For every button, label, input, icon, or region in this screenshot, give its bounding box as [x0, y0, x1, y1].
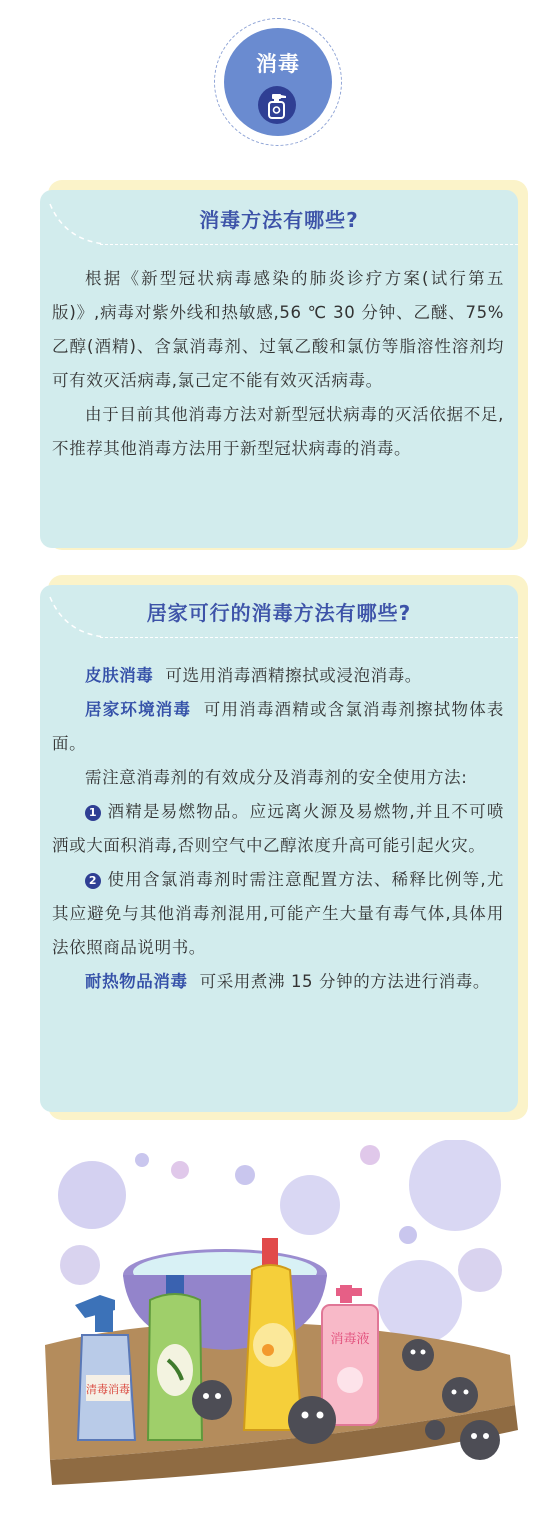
header-title: 消毒	[256, 52, 300, 76]
keyword: 耐热物品消毒	[85, 972, 188, 991]
paragraph-text: 可采用煮沸 15 分钟的方法进行消毒。	[199, 972, 490, 991]
keyword: 居家环境消毒	[85, 700, 192, 719]
number-badge: 2	[85, 873, 101, 889]
corner-curve	[40, 593, 110, 643]
paragraph	[52, 659, 504, 693]
paragraph-text: 可选用消毒酒精擦拭或浸泡消毒。	[165, 666, 422, 685]
paragraph: 由于目前其他消毒方法对新型冠状病毒的灭活依据不足,不推荐其他消毒方法用于新型冠状病毒的消毒。	[52, 405, 504, 458]
corner-curve	[40, 200, 110, 250]
paragraph-text: 使用含氯消毒剂时需注意配置方法、稀释比例等,尤其应避免与其他消毒剂混用,可能产生大量有毒气体,具体用法依照商品说明书。	[52, 870, 504, 957]
section-2-title: 居家可行的消毒方法有哪些?	[146, 601, 412, 625]
disinfectant-illustration	[40, 1140, 520, 1500]
spray-bottle-icon	[258, 86, 296, 124]
paragraph	[52, 863, 504, 965]
section-1-title: 消毒方法有哪些?	[199, 208, 359, 232]
pump-bottle-label: 消毒液	[330, 1332, 370, 1347]
paragraph: 需注意消毒剂的有效成分及消毒剂的安全使用方法:	[85, 768, 468, 787]
paragraph: 根据《新型冠状病毒感染的肺炎诊疗方案(试行第五版)》,病毒对紫外线和热敏感,56 ℃ 30 分钟、乙醚、75% 乙醇(酒精)、含氯消毒剂、过氧乙酸和氯仿等脂溶性溶剂均可有效灭活病毒,氯己定不能有效灭活病毒。	[52, 269, 504, 390]
paragraph-text: 酒精是易燃物品。应远离火源及易燃物,并且不可喷洒或大面积消毒,否则空气中乙醇浓度升高可能引起火灾。	[52, 802, 504, 855]
paragraph	[52, 795, 504, 863]
keyword: 皮肤消毒	[85, 666, 154, 685]
title-divider	[100, 637, 518, 638]
section-1-body	[52, 262, 504, 466]
paragraph	[52, 693, 504, 761]
number-badge: 1	[85, 805, 101, 821]
paragraph-text: 可用消毒酒精或含氯消毒剂擦拭物体表面。	[52, 700, 504, 753]
section-2-body	[52, 659, 504, 999]
paragraph	[52, 965, 504, 999]
spray-bottle-label: 清毒消毒	[86, 1383, 130, 1396]
title-divider	[100, 244, 518, 245]
